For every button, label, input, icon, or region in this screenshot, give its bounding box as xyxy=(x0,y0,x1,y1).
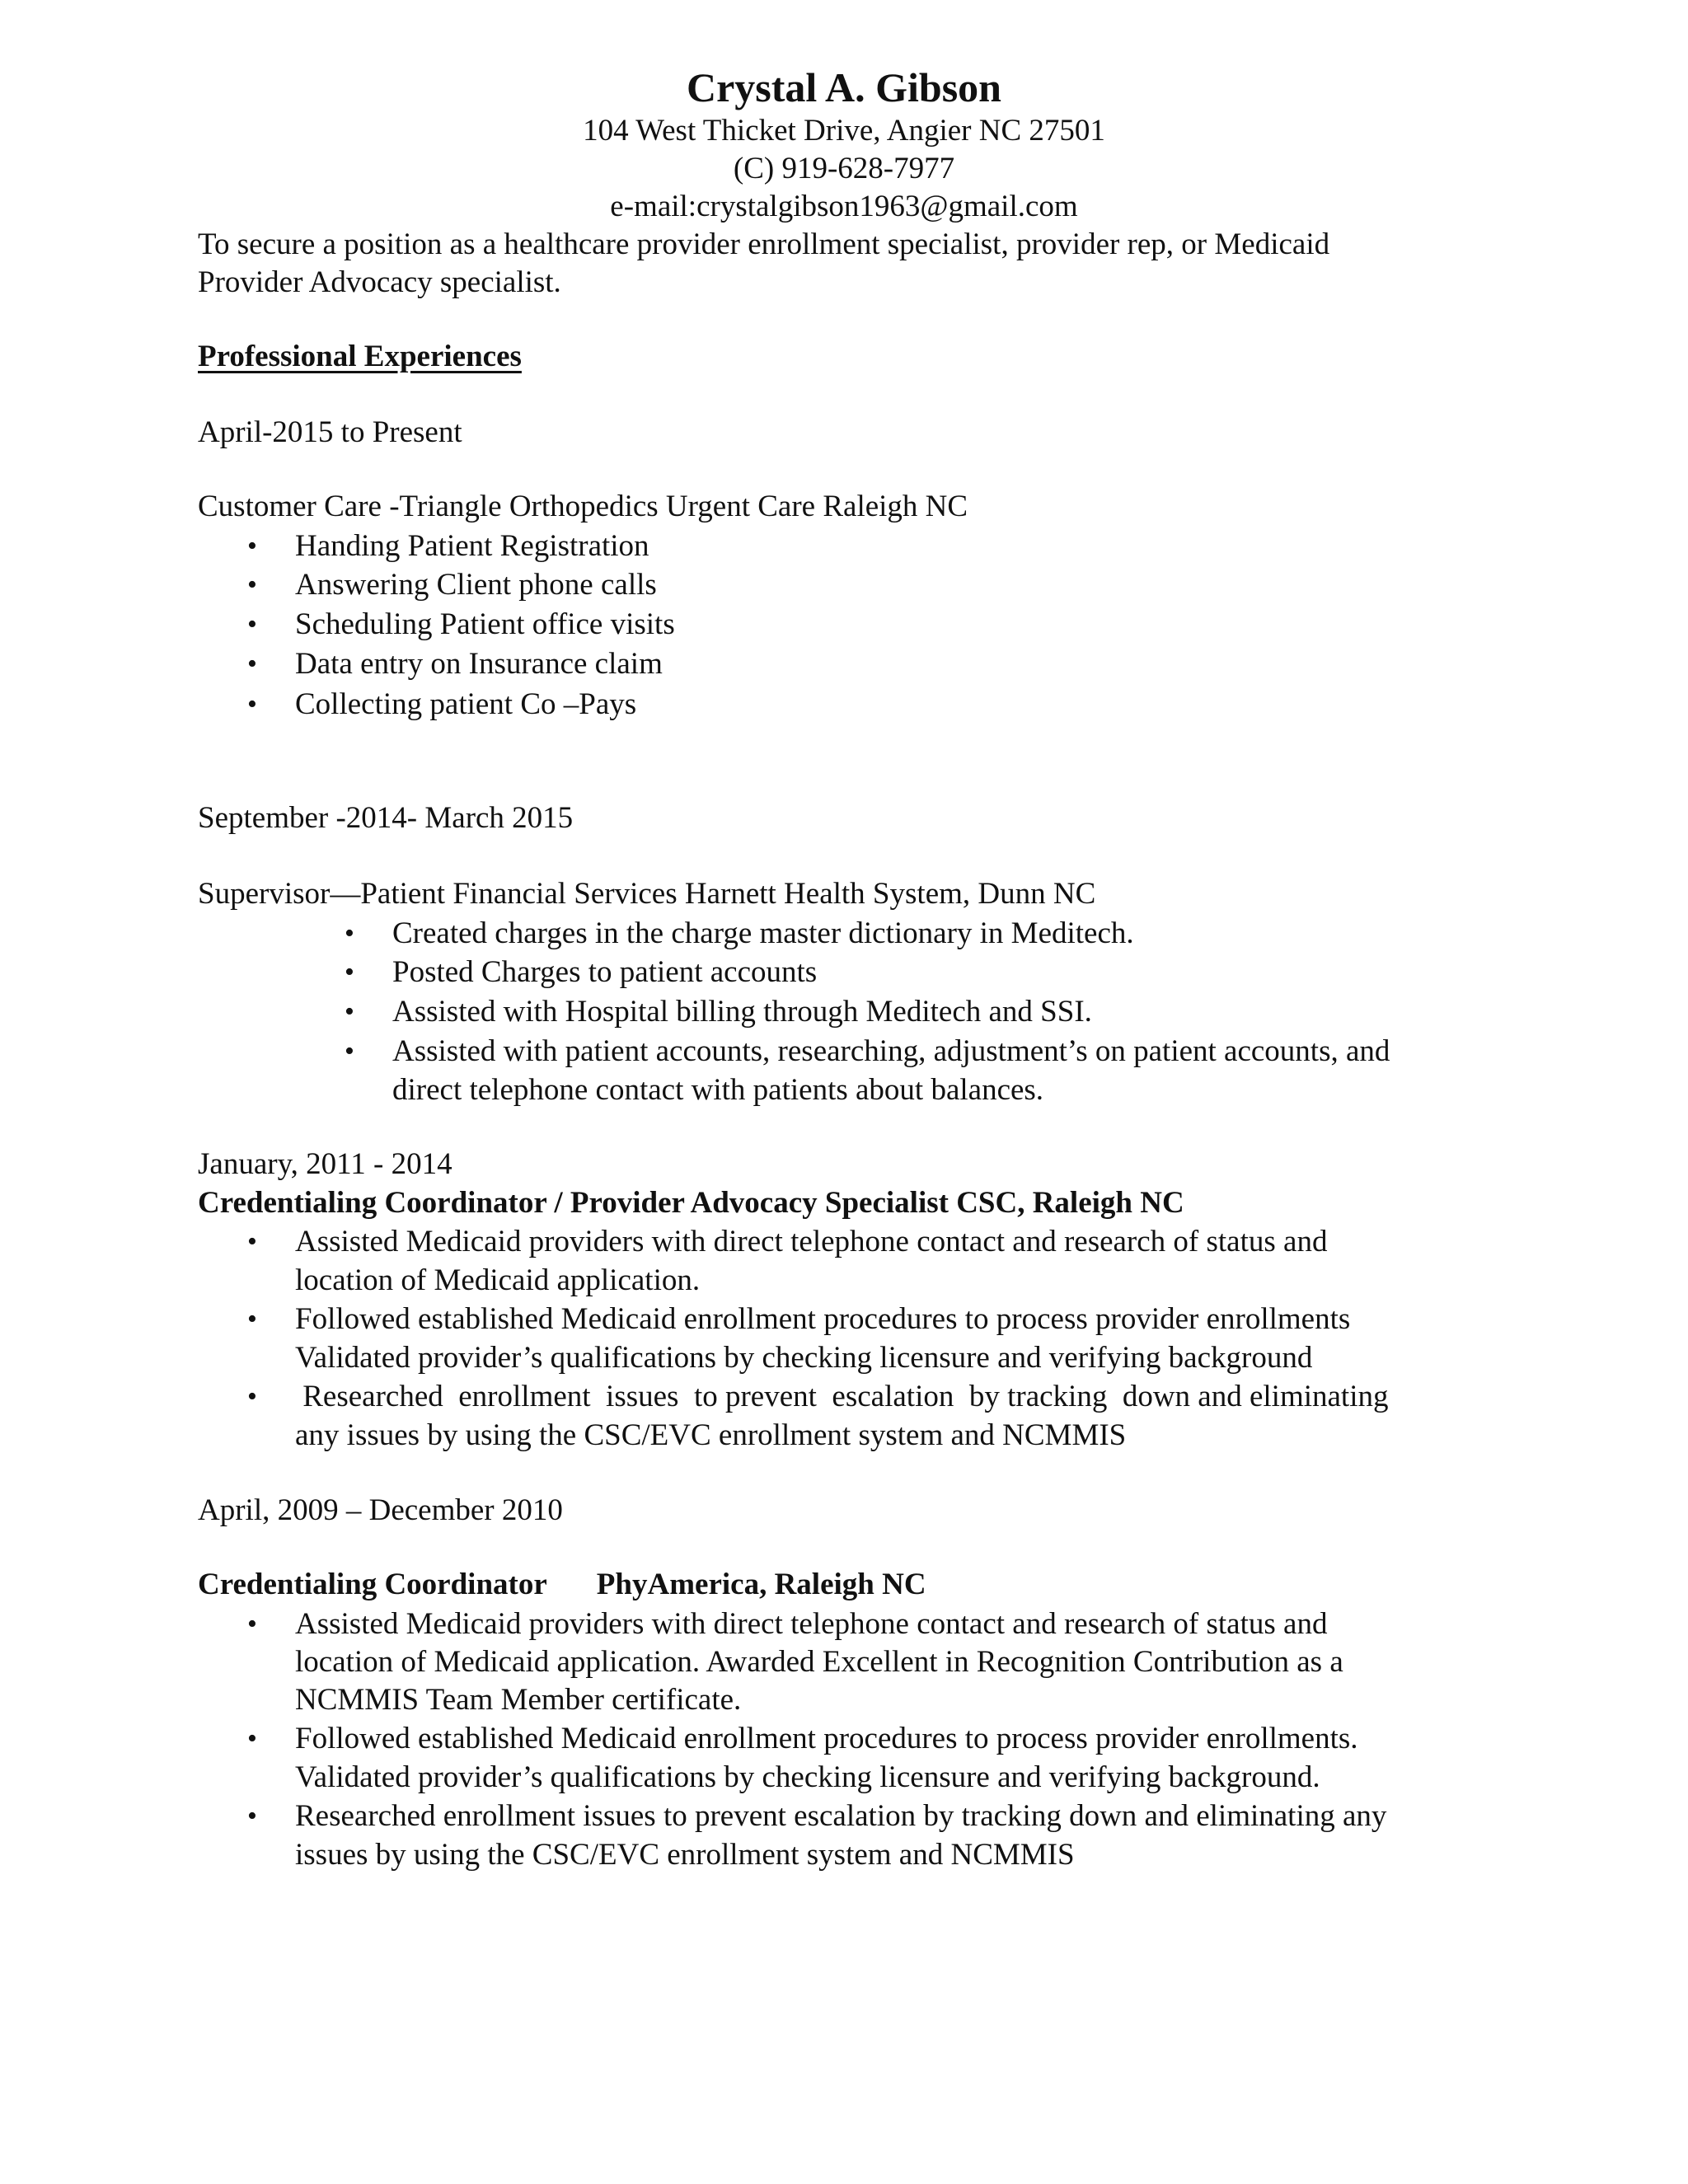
job-4-bullet-1-cont2: NCMMIS Team Member certificate. xyxy=(295,1683,742,1717)
job-2-dates: September -2014- March 2015 xyxy=(198,801,574,835)
job-2-title: Supervisor—Patient Financial Services Harnett Health System, Dunn NC xyxy=(198,877,1096,911)
job-4-employer: PhyAmerica, Raleigh NC xyxy=(596,1568,926,1601)
job-3-bullet-2: Followed established Medicaid enrollment procedures to process provider enrollments xyxy=(295,1302,1351,1336)
job-3-title: Credentialing Coordinator / Provider Advocacy Specialist CSC, Raleigh NC xyxy=(198,1186,1184,1220)
phone: (C) 919-628-7977 xyxy=(733,152,955,185)
address: 104 West Thicket Drive, Angier NC 27501 xyxy=(583,114,1105,148)
job-4-bullet-2: Followed established Medicaid enrollment procedures to process provider enrollments. xyxy=(295,1722,1358,1755)
bullet-icon: • xyxy=(247,1609,257,1639)
job-2-bullet-3: Assisted with Hospital billing through Meditech and SSI. xyxy=(392,995,1092,1029)
email: e-mail:crystalgibson1963@gmail.com xyxy=(610,190,1078,223)
job-4-title xyxy=(198,1566,926,1604)
job-1-bullet-4: Data entry on Insurance claim xyxy=(295,647,663,681)
bullet-icon: • xyxy=(247,569,257,600)
objective-line-1: To secure a position as a healthcare provider enrollment specialist, provider rep, or Medicaid xyxy=(198,227,1330,261)
bullet-icon: • xyxy=(345,996,354,1027)
bullet-icon: • xyxy=(345,1036,354,1066)
bullet-icon: • xyxy=(247,649,257,679)
job-2-bullet-4-cont: direct telephone contact with patients about balances. xyxy=(392,1073,1044,1107)
job-3-bullet-3: Researched enrollment issues to prevent escalation by tracking down and eliminating xyxy=(295,1380,1389,1413)
job-4-bullet-3: Researched enrollment issues to prevent escalation by tracking down and eliminating any xyxy=(295,1799,1387,1833)
bullet-icon: • xyxy=(247,531,257,561)
bullet-icon: • xyxy=(247,609,257,640)
bullet-icon: • xyxy=(247,1723,257,1754)
job-1-bullet-3: Scheduling Patient office visits xyxy=(295,607,675,641)
job-4-bullet-1-cont: location of Medicaid application. Awarded Excellent in Recognition Contribution as a xyxy=(295,1645,1343,1679)
job-3-bullet-1: Assisted Medicaid providers with direct telephone contact and research of status and xyxy=(295,1225,1328,1258)
job-4-bullet-1: Assisted Medicaid providers with direct telephone contact and research of status and xyxy=(295,1607,1328,1641)
job-4-role: Credentialing Coordinator xyxy=(198,1568,547,1601)
job-3-bullet-1-cont: location of Medicaid application. xyxy=(295,1263,701,1297)
bullet-icon: • xyxy=(247,689,257,719)
job-3-bullet-3-cont: any issues by using the CSC/EVC enrollment system and NCMMIS xyxy=(295,1418,1127,1452)
bullet-icon: • xyxy=(345,918,354,949)
job-4-bullet-3-cont: issues by using the CSC/EVC enrollment system and NCMMIS xyxy=(295,1838,1075,1872)
bullet-icon: • xyxy=(247,1381,257,1412)
bullet-icon: • xyxy=(247,1226,257,1257)
job-2-bullet-2: Posted Charges to patient accounts xyxy=(392,955,818,989)
job-3-bullet-2-cont: Validated provider’s qualifications by checking licensure and verifying background xyxy=(295,1341,1313,1375)
section-title-professional-experiences: Professional Experiences xyxy=(198,340,522,373)
job-1-bullet-1: Handing Patient Registration xyxy=(295,529,649,563)
objective-line-2: Provider Advocacy specialist. xyxy=(198,265,561,299)
job-1-bullet-2: Answering Client phone calls xyxy=(295,568,657,602)
resume-name: Crystal A. Gibson xyxy=(686,64,1001,110)
job-3-dates: January, 2011 - 2014 xyxy=(198,1147,452,1181)
bullet-icon: • xyxy=(247,1304,257,1334)
job-2-bullet-4: Assisted with patient accounts, researching, adjustment’s on patient accounts, and xyxy=(392,1034,1390,1068)
bullet-icon: • xyxy=(247,1801,257,1831)
job-4-bullet-2-cont: Validated provider’s qualifications by checking licensure and verifying background. xyxy=(295,1760,1320,1794)
job-1-title: Customer Care -Triangle Orthopedics Urgent Care Raleigh NC xyxy=(198,490,968,523)
job-2-bullet-1: Created charges in the charge master dictionary in Meditech. xyxy=(392,916,1134,950)
bullet-icon: • xyxy=(345,957,354,987)
job-1-dates: April-2015 to Present xyxy=(198,415,462,449)
job-1-bullet-5: Collecting patient Co –Pays xyxy=(295,687,637,721)
job-4-dates: April, 2009 – December 2010 xyxy=(198,1493,563,1527)
